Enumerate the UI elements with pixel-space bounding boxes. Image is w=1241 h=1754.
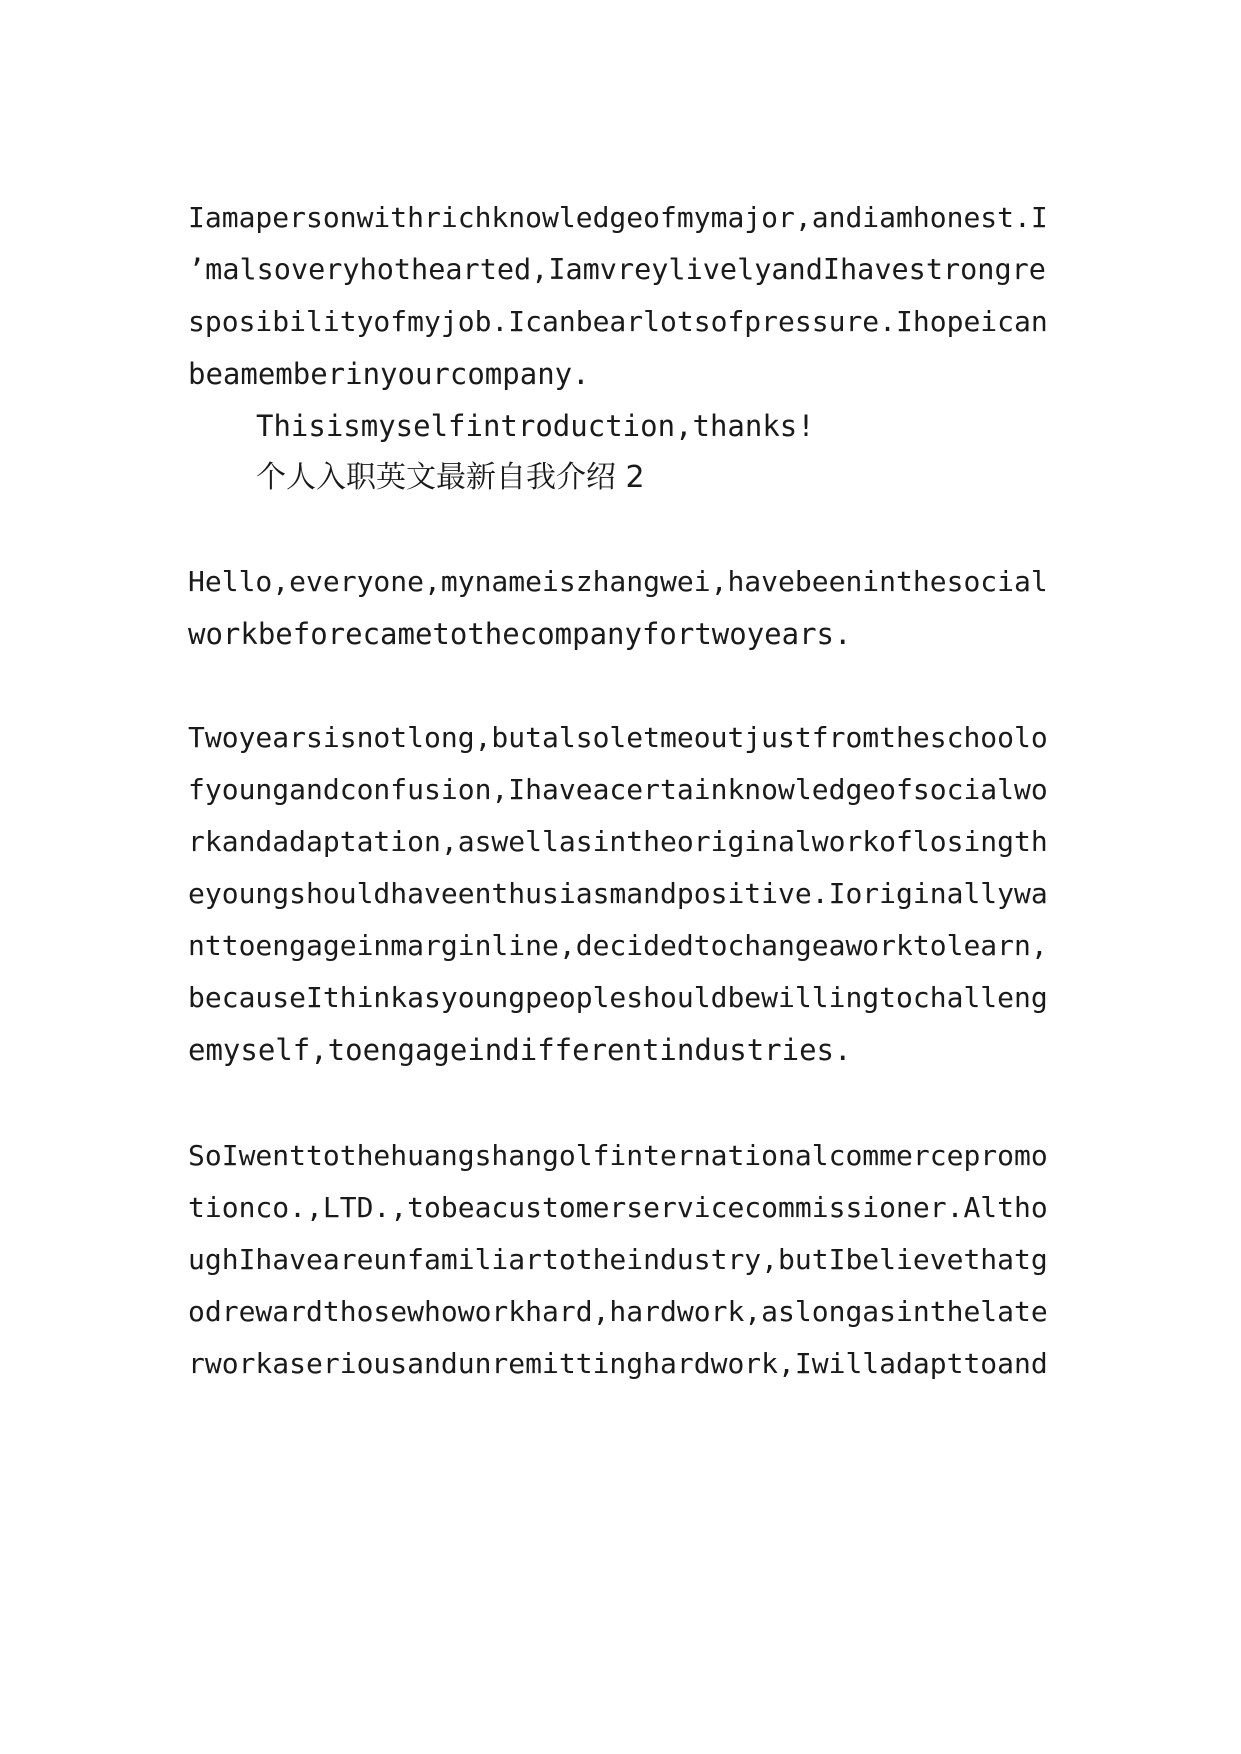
paragraph-1-line-4: beamemberinyourcompany. [188,357,590,391]
paragraph-3-line-2: fyoungandconfusion,Ihaveacertainknowledgeofsocialwo [188,773,1048,806]
paragraph-2-line-2: workbeforecametothecompanyfortwoyears. [188,617,852,651]
closing-line: Thisismyselfintroduction,thanks! [256,409,815,443]
paragraph-4-line-4: odrewardthosewhoworkhard,hardwork,aslongasinthelate [188,1295,1048,1328]
paragraph-3-line-4: eyoungshouldhaveenthusiasmandpositive.Ioriginallywa [188,877,1048,910]
paragraph-4-line-2: tionco.,LTD.,tobeacustomerservicecommissioner.Altho [188,1191,1048,1224]
paragraph-3-line-5: nttoengageinmarginline,decidedtochangeaworktolearn, [188,929,1048,962]
paragraph-4-line-1: SoIwenttothehuangshangolfinternationalcommercepromo [188,1139,1048,1172]
paragraph-4-line-3: ughIhaveareunfamiliartotheindustry,butIbelievethatg [188,1243,1048,1276]
paragraph-3-line-6: becauseIthinkasyoungpeopleshouldbewillingtochalleng [188,981,1048,1014]
paragraph-3-line-7: emyself,toengageindifferentindustries. [188,1033,852,1067]
paragraph-3-line-1: Twoyearsisnotlong,butalsoletmeoutjustfromtheschoolo [188,721,1048,754]
paragraph-2-line-1: Hello,everyone,mynameiszhangwei,havebeeninthesocial [188,565,1048,598]
section-heading: 个人入职英文最新自我介绍 2 [256,460,645,495]
paragraph-3-line-3: rkandadaptation,aswellasintheoriginalworkoflosingth [188,825,1048,858]
paragraph-1-line-2: ’malsoveryhothearted,IamvreylivelyandIhavestrongre [188,253,1046,286]
paragraph-1-line-1: Iamapersonwithrichknowledgeofmymajor,andiamhonest.I [188,201,1048,234]
paragraph-4-line-5: rworkaseriousandunremittinghardwork,Iwilladapttoand [188,1347,1048,1380]
paragraph-1-line-3: sposibilityofmyjob.Icanbearlotsofpressure.Ihopeican [188,305,1048,338]
